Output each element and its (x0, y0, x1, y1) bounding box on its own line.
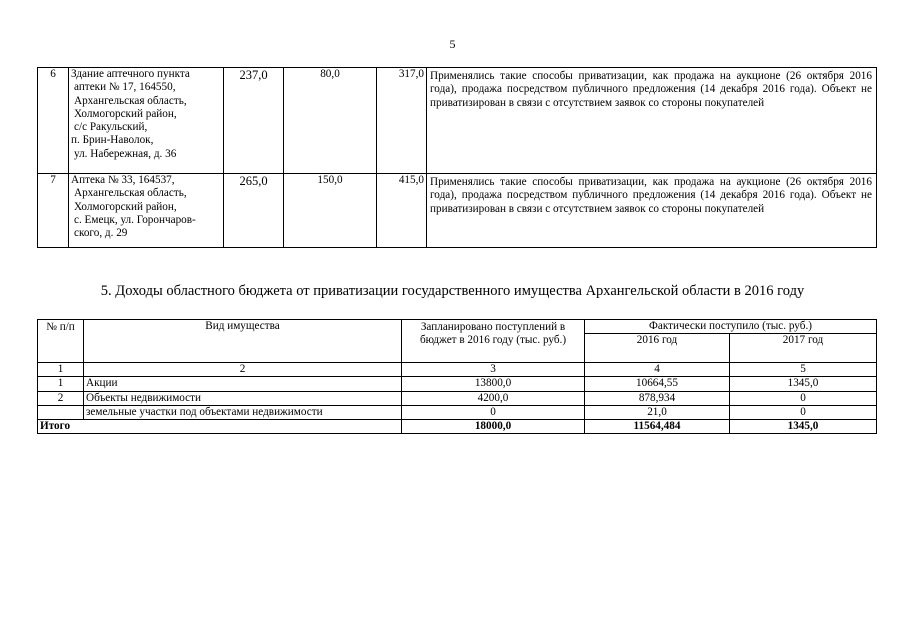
total-2017: 1345,0 (730, 420, 877, 434)
row-number: 6 (38, 68, 69, 174)
total-planned: 18000,0 (402, 420, 585, 434)
section-title: 5. Доходы областного бюджета от приватизации государственного имущества Архангельской области в 2016 году (100, 283, 805, 299)
actual-2016: 878,934 (585, 391, 730, 405)
property-kind: Акции (84, 377, 402, 391)
column-number-row (38, 363, 877, 377)
header-kind: Вид имущества (84, 320, 402, 363)
col-number: 1 (38, 363, 84, 377)
row-number: 7 (38, 174, 69, 248)
table-row (38, 174, 877, 248)
col-number: 5 (730, 363, 877, 377)
col-number: 4 (585, 363, 730, 377)
planned-value: 13800,0 (402, 377, 585, 391)
address-line: ул. Набережная, д. 36 (74, 147, 177, 160)
actual-2016: 21,0 (585, 405, 730, 419)
privatization-description: Применялись такие способы приватизации, как продажа на аукционе (26 октября 2016 года), продажа посредством публичного предложения (14 декабря 2016 года). Объект не приватизирован в связи с отсутствием заявок со стороны покупателей (427, 68, 877, 174)
address-line: Здание аптечного пункта (71, 68, 190, 80)
object-address (69, 68, 224, 174)
table-row (38, 405, 877, 419)
header-actual: Фактически поступило (тыс. руб.) (585, 320, 877, 334)
object-address (69, 174, 224, 248)
planned-value: 4200,0 (402, 391, 585, 405)
address-line: Архангельская область, (74, 94, 187, 107)
table-row (38, 377, 877, 391)
value-1: 237,0 (224, 68, 284, 174)
col-number: 2 (84, 363, 402, 377)
address-line: Аптека № 33, 164537, (71, 174, 175, 186)
table-row (38, 391, 877, 405)
actual-2016: 10664,55 (585, 377, 730, 391)
value-1: 265,0 (224, 174, 284, 248)
header-num: № п/п (38, 320, 84, 363)
value-2: 150,0 (284, 174, 377, 248)
table-header-row (38, 320, 877, 334)
table-row (38, 68, 877, 174)
row-number: 2 (38, 391, 84, 405)
actual-2017: 1345,0 (730, 377, 877, 391)
budget-income-table (37, 319, 877, 434)
value-2: 80,0 (284, 68, 377, 174)
row-number (38, 405, 84, 419)
header-planned: Запланировано поступлений в бюджет в 2016 году (тыс. руб.) (402, 320, 585, 363)
property-kind: земельные участки под объектами недвижимости (84, 405, 402, 419)
total-2016: 11564,484 (585, 420, 730, 434)
header-2016: 2016 год (585, 334, 730, 363)
address-line: Холмогорский район, (74, 200, 177, 213)
privatization-description: Применялись такие способы приватизации, как продажа на аукционе (26 октября 2016 года), продажа посредством публичного предложения (14 декабря 2016 года). Объект не приватизирован в связи с отсутствием заявок со стороны покупателей (427, 174, 877, 248)
address-line: ского, д. 29 (74, 227, 128, 240)
row-number: 1 (38, 377, 84, 391)
address-line: Холмогорский район, (74, 107, 177, 120)
planned-value: 0 (402, 405, 585, 419)
actual-2017: 0 (730, 391, 877, 405)
property-kind: Объекты недвижимости (84, 391, 402, 405)
address-line: с. Емецк, ул. Горончаров- (74, 213, 196, 226)
address-line: Архангельская область, (74, 187, 187, 200)
col-number: 3 (402, 363, 585, 377)
page-number: 5 (449, 37, 456, 51)
address-line: с/с Ракульский, (74, 121, 148, 134)
value-3: 415,0 (377, 174, 427, 248)
address-line: аптеки № 17, 164550, (74, 81, 176, 94)
header-2017: 2017 год (730, 334, 877, 363)
total-label: Итого (38, 420, 402, 434)
privatization-objects-table (37, 67, 877, 248)
total-row (38, 420, 877, 434)
address-line: п. Брин-Наволок, (71, 134, 154, 147)
actual-2017: 0 (730, 405, 877, 419)
value-3: 317,0 (377, 68, 427, 174)
